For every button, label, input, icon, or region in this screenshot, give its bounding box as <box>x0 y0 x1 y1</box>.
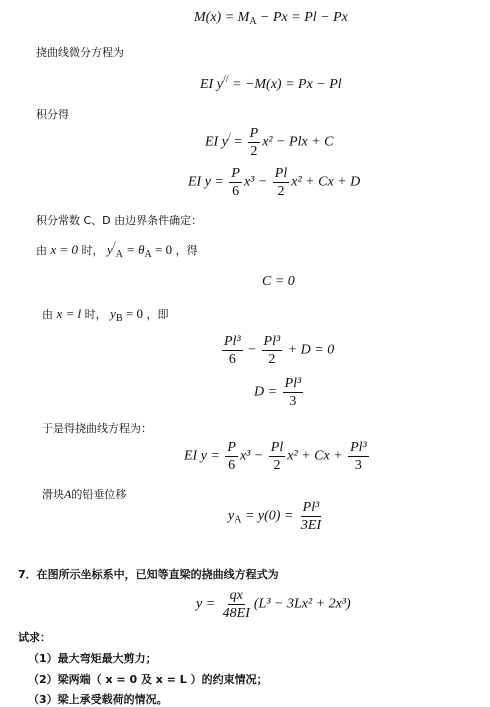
ask-label: 试求： <box>18 631 51 644</box>
fraction-denominator: 48EI <box>222 606 250 621</box>
cond1-ysup: / <box>112 240 116 251</box>
ask-item-3: （3）梁上承受载荷的情况。 <box>28 693 168 706</box>
label-slider-post: 的铅垂位移 <box>71 488 127 501</box>
eq-D2-lhs: D = <box>254 384 281 400</box>
cond1-expression <box>107 240 173 260</box>
eq-problem7-lhs: y = <box>196 596 219 612</box>
fraction <box>348 440 369 473</box>
condition-1 <box>36 240 198 260</box>
equation-moment <box>194 10 348 27</box>
ask-item-1: （1）最大弯矩最大剪力； <box>28 652 157 665</box>
fraction-numerator: Pl³ <box>302 500 320 515</box>
eq-slope-eq: = <box>230 134 246 150</box>
label-slider-pre: 滑块 <box>42 488 64 501</box>
eq-deflect-term1: x³ − <box>243 174 271 190</box>
eq-C-text: C = 0 <box>262 274 295 289</box>
fraction-denominator: 3EI <box>300 518 322 533</box>
eq-problem7-rest: (L³ − 3Lx² + 2x³) <box>253 596 351 612</box>
fraction-numerator: P <box>231 166 240 181</box>
problem-7-statement: 7．在图所示坐标系中，已知等直梁的挠曲线方程式为 <box>18 568 279 581</box>
cond2-y: y <box>110 306 116 321</box>
fraction-numerator: Pl³ <box>263 334 281 349</box>
eq-moment-rhs: − Px = Pl − Px <box>256 10 348 25</box>
fraction <box>273 166 289 199</box>
eq-slope-rest: x² − Plx + C <box>262 134 334 150</box>
fraction-denominator: 3 <box>289 394 297 409</box>
fraction <box>248 126 261 159</box>
eq-D1-minus: − <box>244 342 260 358</box>
eq-final-term2: x² + Cx + <box>287 448 347 464</box>
cond1-end: = 0 <box>151 242 173 257</box>
cond2-pre: 由 <box>42 308 53 321</box>
fraction-numerator: Pl <box>270 440 284 455</box>
fraction-numerator: Pl³ <box>350 440 367 455</box>
fraction-numerator: P <box>249 126 259 141</box>
eq-yA-mid: = y(0) = <box>241 508 297 524</box>
eq-de-rhs: = −M(x) = Px − Pl <box>228 77 342 92</box>
label-slider-A: A <box>64 487 72 501</box>
fraction-numerator: Pl <box>274 166 288 181</box>
condition-2 <box>42 306 168 324</box>
equation-C <box>262 274 295 290</box>
eq-moment-sub: A <box>249 16 257 27</box>
eq-yA-sub: A <box>234 514 242 526</box>
eq-de-lhs: EI y <box>200 77 223 92</box>
eq-deflect-term2: x² + Cx + D <box>291 174 361 190</box>
fraction <box>221 588 252 621</box>
fraction <box>269 440 285 473</box>
equation-yA <box>228 500 325 533</box>
fraction-numerator: Pl³ <box>284 376 302 391</box>
fraction-denominator: 6 <box>228 458 236 473</box>
eq-deflect-lhs: EI y = <box>188 174 228 190</box>
equation-D1 <box>220 334 334 367</box>
equation-final <box>184 440 371 473</box>
fraction-numerator: P <box>227 440 236 455</box>
eq-slope-sup: / <box>227 131 231 143</box>
cond2-post: ，即 <box>146 308 169 321</box>
eq-D1-rest: + D = 0 <box>284 342 335 358</box>
eq-slope-lhs: EI y <box>205 134 228 150</box>
cond1-mid: 时， <box>81 244 104 257</box>
label-integrate: 积分得 <box>36 108 69 121</box>
fraction <box>225 440 238 473</box>
fraction-numerator: qx <box>229 588 243 603</box>
fraction <box>283 376 304 409</box>
eq-final-term1: x³ − <box>239 448 267 464</box>
cond2-x: x = l <box>56 306 82 321</box>
fraction <box>222 334 243 367</box>
fraction-denominator: 6 <box>228 352 236 367</box>
equation-differential <box>200 74 342 93</box>
fraction-denominator: 2 <box>277 184 285 199</box>
cond1-thsub: A <box>144 249 152 260</box>
label-deflection-de: 挠曲线微分方程为 <box>36 46 124 59</box>
fraction-denominator: 2 <box>268 352 276 367</box>
fraction-denominator: 2 <box>273 458 281 473</box>
fraction <box>299 500 323 533</box>
cond2-expression <box>110 306 143 324</box>
eq-de-sup: // <box>222 74 229 85</box>
fraction <box>262 334 283 367</box>
fraction-denominator: 3 <box>354 458 362 473</box>
fraction-numerator: Pl³ <box>224 334 241 349</box>
ask-item-2: （2）梁两端（ x = 0 及 x = L ）的约束情况； <box>28 673 268 686</box>
label-slider <box>42 486 126 502</box>
cond1-y: y <box>107 242 113 257</box>
eq-yA-lhs: y <box>228 508 235 524</box>
eq-moment-lhs: M(x) = M <box>194 10 250 25</box>
cond2-ysub: B <box>115 313 123 324</box>
label-constants: 积分常数 C、D 由边界条件确定： <box>36 214 203 227</box>
fraction-denominator: 6 <box>232 184 240 199</box>
label-final: 于是得挠曲线方程为： <box>42 422 152 435</box>
cond2-rest: = 0 <box>122 306 143 321</box>
equation-D2 <box>254 376 305 409</box>
fraction-denominator: 2 <box>250 144 258 159</box>
cond1-x: x = 0 <box>50 242 79 257</box>
cond1-pre: 由 <box>36 244 47 257</box>
equation-slope <box>205 126 334 159</box>
eq-final-lhs: EI y = <box>184 448 224 464</box>
equation-problem7 <box>196 588 351 621</box>
cond1-rest: = θ <box>122 242 145 257</box>
equation-deflection <box>188 166 360 199</box>
cond2-mid: 时， <box>84 308 107 321</box>
cond1-ysub: A <box>115 249 123 260</box>
cond1-post: ，得 <box>175 244 198 257</box>
fraction <box>229 166 242 199</box>
